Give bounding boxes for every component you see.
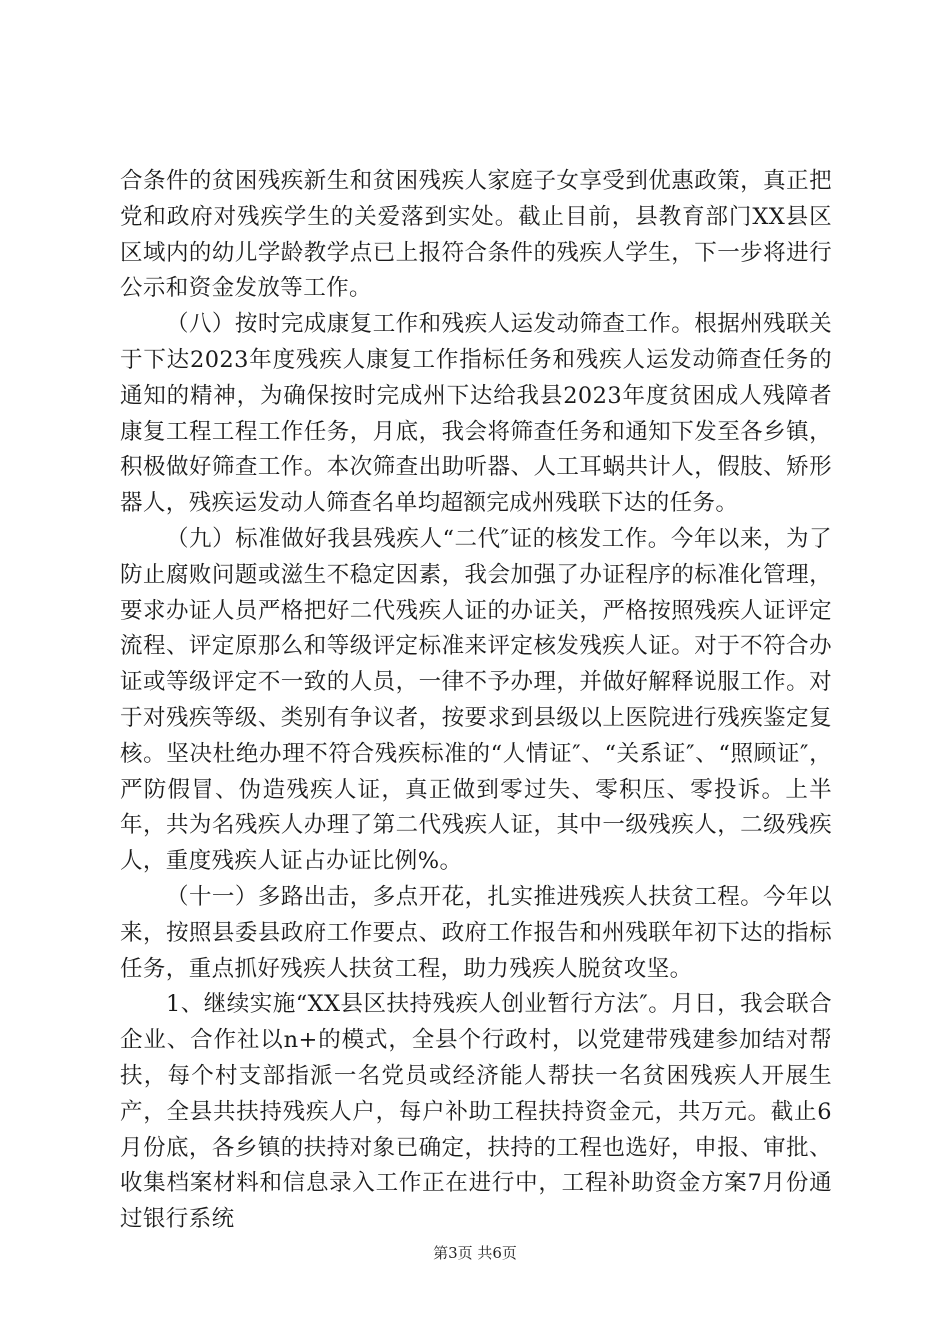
paragraph-section-8: （八）按时完成康复工作和残疾人运发动筛查工作。根据州残联关于下达2023年度残疾人康复工作指标任务和残疾人运发动筛查任务的通知的精神，为确保按时完成州下达给我县2023年度贫困成人残障者康复工程工程工作任务，月底，我会将筛查任务和通知下发至各乡镇，积极做好筛查工作。本次筛查出助听器、人工耳蜗共计人，假肢、矫形器人，残疾运发动人筛查名单均超额完成州残联下达的任务。 [120, 311, 832, 517]
page-number-footer: 第3页 共6页 [433, 1244, 517, 1262]
paragraph-section-9: （九）标准做好我县残疾人“二代″证的核发工作。今年以来，为了防止腐败问题或滋生不稳定因素，我会加强了办证程序的标准化管理，要求办证人员严格把好二代残疾人证的办证关，严格按照残疾人证评定流程、评定原那么和等级评定标准来评定核发残疾人证。对于不符合办证或等级评定不一致的人员，一律不予办理，并做好解释说服工作。对于对残疾等级、类别有争议者，按要求到县级以上医院进行残疾鉴定复核。坚决杜绝办理不符合残疾标准的“人情证″、“关系证″、“照顾证″，严防假冒、伪造残疾人证，真正做到零过失、零积压、零投诉。上半年，共为名残疾人办理了第二代残疾人证，其中一级残疾人，二级残疾人，重度残疾人证占办证比例%。 [120, 525, 832, 875]
document-body [120, 164, 832, 1238]
paragraph-section-11: （十一）多路出击，多点开花，扎实推进残疾人扶贫工程。今年以来，按照县委县政府工作要点、政府工作报告和州残联年初下达的指标任务，重点抓好残疾人扶贫工程，助力残疾人脱贫攻坚。 [120, 883, 832, 982]
paragraph-continuation: 合条件的贫困残疾新生和贫困残疾人家庭子女享受到优惠政策，真正把党和政府对残疾学生的关爱落到实处。截止目前，县教育部门XX县区区域内的幼儿学龄教学点已上报符合条件的残疾人学生，下一步将进行公示和资金发放等工作。 [120, 168, 832, 302]
paragraph-item-1: 1、继续实施“XX县区扶持残疾人创业暂行方法″。月日，我会联合企业、合作社以n+的模式，全县个行政村，以党建带残建参加结对帮扶，每个村支部指派一名党员或经济能人帮扶一名贫困残疾人开展生产，全县共扶持残疾人户，每户补助工程扶持资金元，共万元。截止6月份底，各乡镇的扶持对象已确定，扶持的工程也选好，申报、审批、收集档案材料和信息录入工作正在进行中，工程补助资金方案7月份通过银行系统 [120, 991, 832, 1233]
